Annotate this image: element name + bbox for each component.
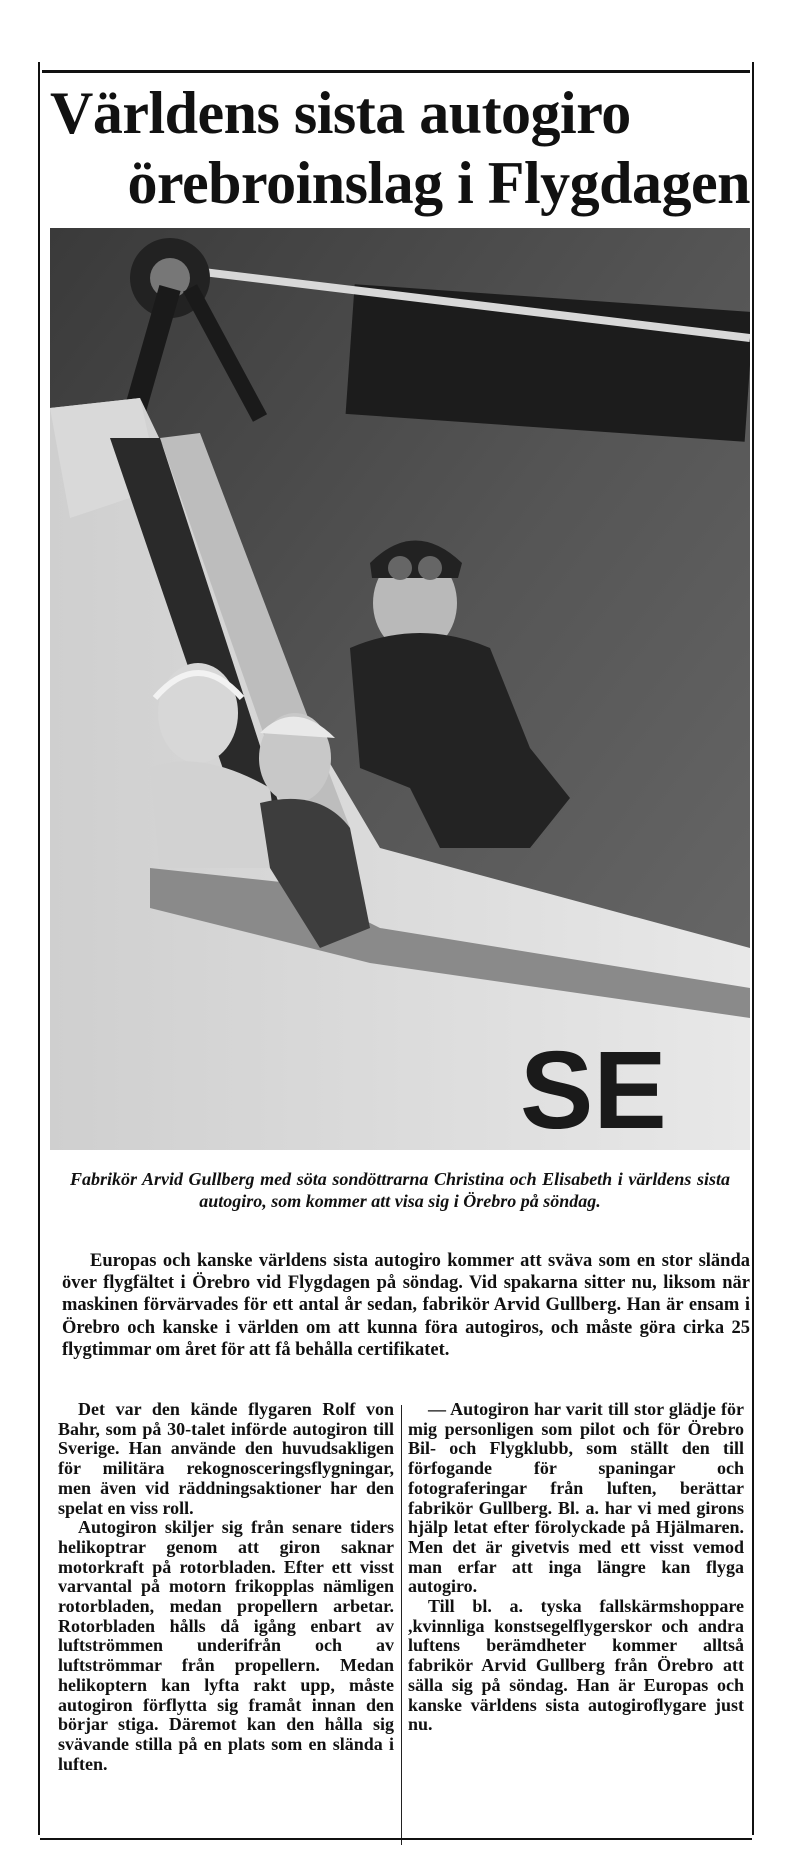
article-ingress — [62, 1250, 750, 1361]
page-border-right — [752, 62, 754, 1835]
registration-text: SE — [520, 1029, 667, 1150]
top-rule — [42, 70, 750, 73]
column-divider — [401, 1405, 402, 1845]
article-column-1 — [58, 1400, 394, 1774]
photo-caption: Fabrikör Arvid Gullberg med söta sondöttrarna Christina och Elisabeth i världens sista autogiro, som kommer att visa sig i Örebro på söndag. — [70, 1169, 730, 1211]
headline-line-1: Världens sista autogiro — [50, 80, 631, 146]
column-2-paragraph-2: Till bl. a. tyska fallskärmshoppare ,kvinnliga konstsegelflygerskor och andra luftens berämdheter kommer alltså fabrikör Arvid Gullberg från Örebro att sälla sig på söndag. Han är Europas och kanske världens sista autogiroflygare just nu. — [408, 1596, 744, 1735]
column-1-paragraph-1: Det var den kände flygaren Rolf von Bahr, som på 30-talet införde autogiron till Sverige. Han använde den huvudsakligen för militära rekognosceringsflygningar, men även vid räddningsaktioner har den spelat en viss roll. — [58, 1399, 394, 1518]
news-photo — [50, 228, 750, 1150]
bottom-rule — [40, 1838, 752, 1840]
ingress-paragraph: Europas och kanske världens sista autogiro kommer att sväva som en stor slända över flygfältet i Örebro vid Flygdagen på söndag. Vid spakarna sitter nu, liksom när maskinen förvärvades för ett antal år sedan, fabrikör Arvid Gullberg. Han är ensam i Örebro och kanske i världen om att kunna föra autogiros, och måste göra cirka 25 flygtimmar om året för att få behålla certifikatet. — [62, 1251, 750, 1360]
page-border-left — [38, 62, 40, 1835]
headline — [50, 78, 750, 218]
headline-line-2: örebroinslag i Flygdagen — [127, 150, 750, 216]
column-2-paragraph-1: — Autogiron har varit till stor glädje för mig personligen som pilot och för Örebro Bil- och Flygklubb, som ställt den till förfogande för spaningar och fotograferingar från luften, berättar fabrikör Gullberg. Bl. a. har vi med girons hjälp letat efter förolyckade på Hjälmaren. Men det är givetvis med ett visst vemod man erfar att inga längre kan flyga autogiro. — [408, 1399, 744, 1597]
column-1-paragraph-2: Autogiron skiljer sig från senare tiders helikoptrar genom att giron saknar motorkraft på rotorbladen. Efter ett visst varvantal på motorn frikopplas nämligen rotorbladen, medan propellern arbetar. Rotorbladen hålls då igång enbart av luftströmmen underifrån och av luftströmmar från propellern. Medan helikoptern kan lyfta rakt upp, måste autogiron förflytta sig framåt innan den börjar stiga. Däremot kan den hålla sig svävande stilla på en plats som en slända i luften. — [58, 1517, 394, 1774]
article-column-2 — [408, 1400, 744, 1735]
